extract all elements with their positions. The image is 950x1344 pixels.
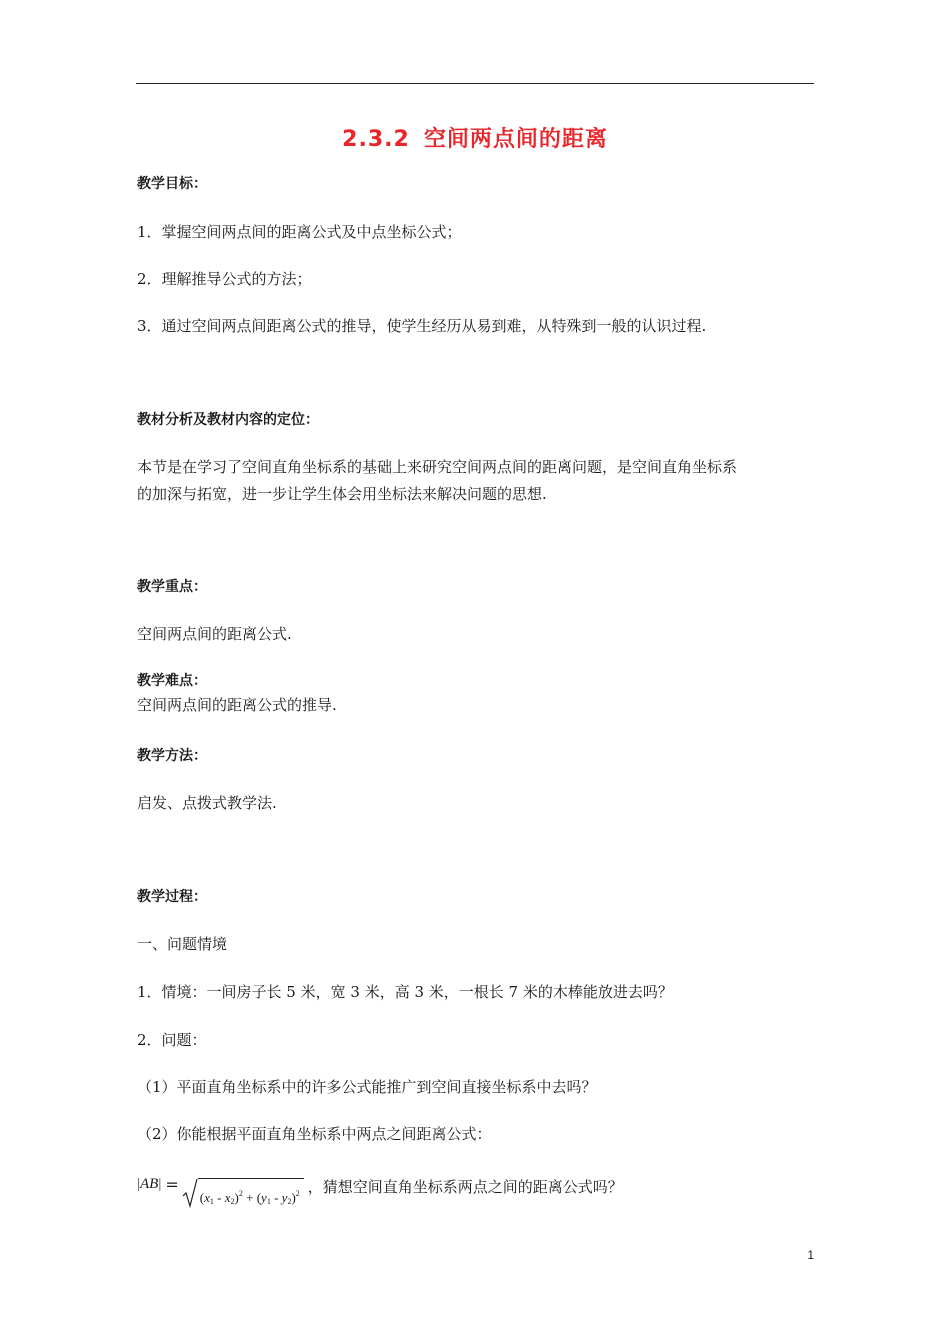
process-item: （1）平面直角坐标系中的许多公式能推广到空间直接坐标系中去吗？ <box>137 1078 597 1096</box>
key-heading: 教学重点： <box>137 579 207 595</box>
process-subheading: 一、问题情境 <box>137 935 228 953</box>
method-text: 启发、点拨式教学法. <box>137 794 277 812</box>
process-item: 1．情境：一间房子长 5 米，宽 3 米，高 3 米，一根长 7 米的木棒能放进去吗？ <box>137 983 673 1001</box>
section-title: 空间两点间的距离 <box>423 127 608 152</box>
objective-item: 2．理解推导公式的方法； <box>137 270 312 288</box>
objective-item: 3．通过空间两点间距离公式的推导，使学生经历从易到难，从特殊到一般的认识过程. <box>137 317 707 335</box>
process-heading: 教学过程： <box>137 889 207 905</box>
method-heading: 教学方法： <box>137 748 207 764</box>
objective-item: 1．掌握空间两点间的距离公式及中点坐标公式； <box>137 223 462 241</box>
page-number: 1 <box>807 1248 814 1262</box>
formula-lhs: |AB| <box>137 1176 162 1192</box>
analysis-line: 本节是在学习了空间直角坐标系的基础上来研究空间两点间的距离问题，是空间直角坐标系 <box>137 458 738 476</box>
process-item: 2．问题： <box>137 1031 207 1049</box>
difficulty-text: 空间两点间的距离公式的推导. <box>137 696 337 714</box>
key-text: 空间两点间的距离公式. <box>137 625 292 643</box>
analysis-heading: 教材分析及教材内容的定位： <box>137 412 319 428</box>
objectives-heading: 教学目标： <box>137 176 207 192</box>
radical-sign-icon <box>182 1172 198 1208</box>
square-root <box>182 1172 304 1208</box>
analysis-line: 的加深与拓宽，进一步让学生体会用坐标法来解决问题的思想. <box>137 485 547 503</box>
formula-equals: = <box>165 1175 179 1194</box>
difficulty-heading: 教学难点： <box>137 673 207 689</box>
process-item: （2）你能根据平面直角坐标系中两点之间距离公式： <box>137 1125 492 1143</box>
formula-radicand: $(x_1 - x_2)^2 + (y_1 - y_2)^2$ <box>198 1178 304 1211</box>
header-rule <box>136 83 814 84</box>
distance-formula <box>137 1172 623 1212</box>
formula-tail-text: ，猜想空间直角坐标系两点之间的距离公式吗？ <box>307 1178 623 1196</box>
section-number: 2.3.2 <box>342 127 410 152</box>
page-title <box>0 122 950 153</box>
